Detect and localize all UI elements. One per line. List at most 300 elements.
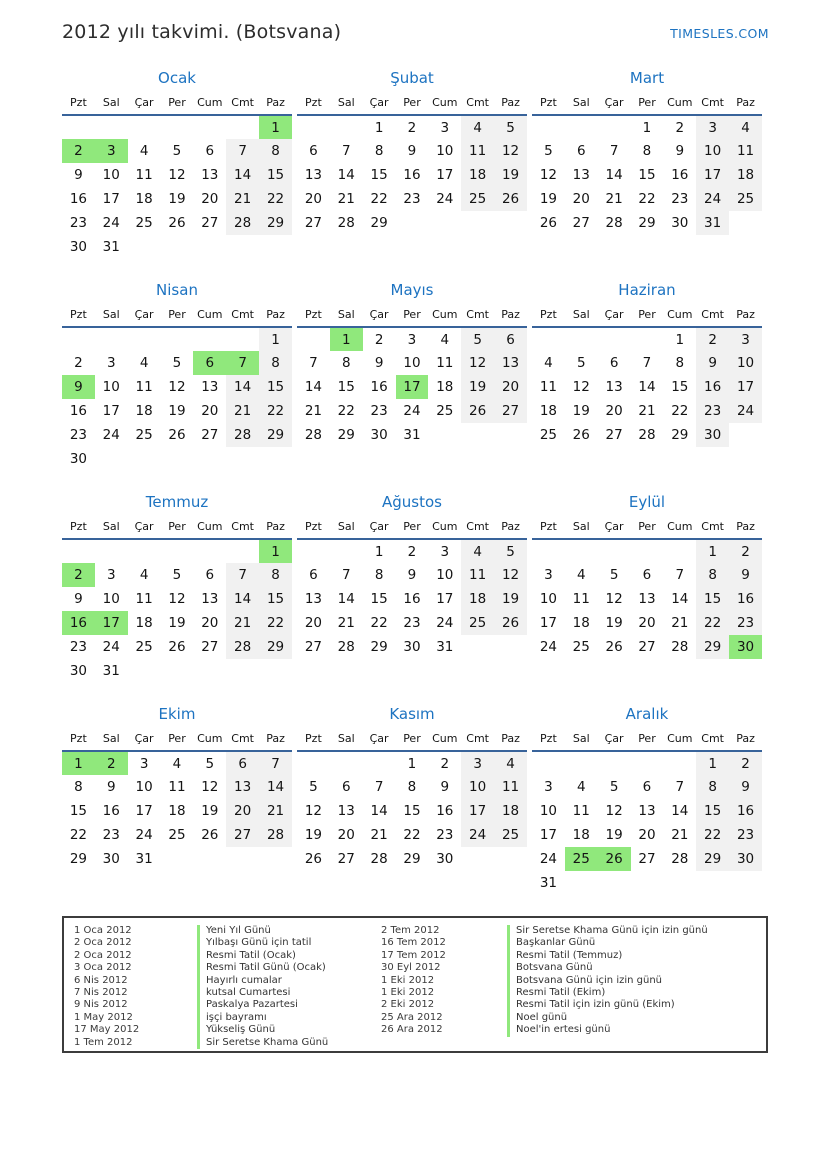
day-header: Çar [363,518,396,539]
day-cell: 27 [638,851,656,867]
empty-cell [532,751,565,775]
day-cell: 10 [436,567,454,583]
day-cell: 29 [370,639,388,655]
day-cell: 16 [403,167,421,183]
month-5 [297,281,527,473]
day-cell: 24 [102,427,120,443]
empty-cell [598,115,631,139]
day-cell: 22 [69,827,88,843]
day-cell: 29 [696,847,729,871]
day-cell: 18 [135,615,153,631]
day-cell: 2 [440,755,450,772]
day-cell: 10 [102,379,120,395]
day-cell: 17 [102,191,120,207]
legend-holiday-label: kutsal Cumartesi [197,987,381,999]
day-cell: 13 [605,379,623,395]
day-cell: 8 [675,355,685,371]
day-cell: 5 [172,567,182,583]
month-title: Aralık [625,705,669,723]
day-cell: 29 [337,427,355,443]
empty-cell [565,115,598,139]
day-cell: 14 [259,775,292,799]
day-cell: 9 [729,775,762,799]
day-header: Paz [494,518,527,539]
day-cell: 1 [642,119,652,136]
day-cell: 15 [370,591,388,607]
legend-date: 17 Tem 2012 [381,949,446,961]
day-cell: 18 [539,403,558,419]
day-cell: 14 [304,379,323,395]
day-header: Pzt [532,518,565,539]
day-cell: 16 [403,591,421,607]
day-cell: 3 [729,327,762,351]
day-cell: 24 [539,639,558,655]
day-header: Pzt [62,306,95,327]
legend-date: 1 May 2012 [74,1011,133,1023]
day-header: Pzt [62,730,95,751]
empty-cell [95,447,128,471]
day-cell: 11 [461,563,494,587]
day-cell: 23 [69,639,88,655]
legend-holiday-label: Resmi Tatil (Temmuz) [507,950,708,962]
empty-cell [631,539,664,563]
day-cell: 4 [139,567,149,583]
month-6 [532,281,762,473]
day-cell: 2 [62,563,95,587]
day-cell: 31 [436,639,454,655]
empty-cell [729,423,762,447]
day-cell: 22 [671,403,689,419]
day-cell: 26 [539,215,558,231]
day-cell: 14 [226,163,259,187]
empty-cell [226,847,259,871]
day-cell: 7 [675,779,685,795]
day-cell: 21 [638,403,656,419]
day-header: Pzt [532,306,565,327]
day-cell: 26 [168,427,186,443]
day-cell: 3 [95,139,128,163]
day-cell: 23 [370,403,388,419]
day-cell: 12 [539,167,558,183]
month-2 [297,69,527,261]
day-header: Cmt [696,518,729,539]
day-header: Per [631,730,664,751]
day-cell: 21 [259,799,292,823]
empty-cell [297,327,330,351]
day-cell: 24 [436,615,454,631]
day-cell: 17 [696,163,729,187]
page-header [0,0,827,43]
day-cell: 21 [671,615,689,631]
day-cell: 5 [494,115,527,139]
day-cell: 16 [436,803,454,819]
day-cell: 13 [304,591,323,607]
day-cell: 8 [341,355,351,371]
day-header: Per [396,730,429,751]
day-cell: 23 [671,191,689,207]
day-cell: 19 [539,191,558,207]
day-cell: 8 [642,143,652,159]
day-cell: 13 [572,167,590,183]
day-cell: 23 [69,427,88,443]
day-cell: 24 [403,403,421,419]
day-cell: 19 [494,587,527,611]
day-cell: 13 [201,591,219,607]
day-cell: 19 [168,403,186,419]
empty-cell [62,115,95,139]
legend-column-2 [381,925,708,1045]
day-cell: 12 [572,379,590,395]
day-cell: 5 [609,779,619,795]
day-cell: 30 [370,427,388,443]
month-8 [297,493,527,685]
empty-cell [226,659,259,683]
day-cell: 27 [304,639,323,655]
legend-holiday-label: Paskalya Pazartesi [197,999,381,1011]
empty-cell [259,847,292,871]
day-cell: 1 [374,543,384,560]
day-cell: 2 [74,355,83,371]
day-header: Paz [729,306,762,327]
day-header: Çar [128,730,161,751]
empty-cell [161,115,194,139]
day-cell: 24 [539,851,558,867]
day-cell: 18 [135,403,153,419]
day-cell: 20 [337,827,355,843]
day-cell: 15 [671,379,689,395]
day-header: Cum [193,518,226,539]
empty-cell [428,423,461,447]
day-cell: 19 [168,191,186,207]
empty-cell [128,235,161,259]
day-header: Sal [330,518,363,539]
day-cell: 29 [370,215,388,231]
day-cell: 22 [403,827,421,843]
empty-cell [631,871,664,895]
day-cell: 20 [304,191,323,207]
month-grid [297,94,527,235]
day-cell: 9 [407,143,417,159]
day-cell: 12 [494,139,527,163]
day-header: Pzt [297,518,330,539]
day-cell: 7 [341,143,351,159]
month-title: Ağustos [382,493,442,511]
day-cell: 15 [259,163,292,187]
day-header: Cum [428,306,461,327]
day-cell: 27 [304,215,323,231]
day-cell: 20 [201,191,219,207]
day-cell: 21 [337,615,355,631]
empty-cell [663,539,696,563]
empty-cell [128,539,161,563]
day-cell: 11 [572,803,590,819]
day-cell: 1 [696,751,729,775]
day-cell: 25 [135,427,153,443]
day-cell: 1 [259,539,292,563]
day-header: Per [396,94,429,115]
day-cell: 9 [440,779,450,795]
day-cell: 4 [576,567,586,583]
day-cell: 30 [671,215,689,231]
day-cell: 15 [337,379,355,395]
day-cell: 30 [69,239,88,255]
month-title: Kasım [389,705,435,723]
empty-cell [226,115,259,139]
day-cell: 28 [337,639,355,655]
day-cell: 13 [201,167,219,183]
day-cell: 3 [106,567,116,583]
day-cell: 6 [309,567,318,583]
day-cell: 7 [341,567,351,583]
day-cell: 4 [461,115,494,139]
empty-cell [128,115,161,139]
day-cell: 29 [671,427,689,443]
legend-holiday-label: Başkanlar Günü [507,937,708,949]
day-cell: 11 [494,775,527,799]
empty-cell [259,447,292,471]
day-cell: 26 [201,827,219,843]
legend-date: 2 Eki 2012 [381,999,435,1011]
day-cell: 26 [605,639,623,655]
day-cell: 20 [201,403,219,419]
year-calendar-grid [62,69,762,897]
day-cell: 26 [598,847,631,871]
day-cell: 15 [403,803,421,819]
day-cell: 9 [407,567,417,583]
day-cell: 18 [436,379,454,395]
legend-holiday-label: Resmi Tatil için izin günü (Ekim) [507,999,708,1011]
day-cell: 16 [696,375,729,399]
legend-holiday-label: Yeni Yıl Günü [197,925,381,937]
day-cell: 4 [139,143,149,159]
day-cell: 19 [201,803,219,819]
day-cell: 12 [201,779,219,795]
empty-cell [161,539,194,563]
day-cell: 28 [304,427,323,443]
day-header: Cum [193,306,226,327]
day-cell: 10 [539,591,558,607]
day-cell: 3 [440,119,450,136]
day-cell: 4 [139,355,149,371]
day-cell: 11 [135,379,153,395]
day-cell: 1 [259,115,292,139]
day-cell: 27 [337,851,355,867]
day-cell: 20 [605,403,623,419]
day-cell: 3 [407,331,417,348]
day-header: Paz [259,306,292,327]
empty-cell [363,751,396,775]
day-cell: 19 [168,615,186,631]
day-cell: 18 [168,803,186,819]
day-cell: 25 [461,611,494,635]
day-cell: 22 [638,191,656,207]
day-cell: 23 [69,215,88,231]
day-cell: 5 [494,539,527,563]
day-cell: 7 [226,139,259,163]
month-grid [532,94,762,235]
day-cell: 24 [729,399,762,423]
month-title: Temmuz [145,493,209,511]
empty-cell [461,635,494,659]
day-cell: 10 [539,803,558,819]
empty-cell [259,235,292,259]
empty-cell [396,211,429,235]
day-cell: 10 [102,591,120,607]
empty-cell [461,211,494,235]
day-cell: 15 [696,587,729,611]
day-cell: 21 [304,403,323,419]
day-cell: 8 [696,563,729,587]
day-cell: 27 [494,399,527,423]
day-cell: 12 [494,563,527,587]
day-cell: 4 [729,115,762,139]
day-header: Sal [95,94,128,115]
day-cell: 14 [671,803,689,819]
legend-date: 26 Ara 2012 [381,1024,443,1036]
empty-cell [193,235,226,259]
day-cell: 26 [304,851,323,867]
day-cell: 24 [102,639,120,655]
day-cell: 28 [370,851,388,867]
day-cell: 6 [205,143,215,159]
day-cell: 6 [642,567,652,583]
month-grid [297,730,527,871]
day-cell: 17 [102,403,120,419]
day-cell: 20 [201,615,219,631]
day-cell: 1 [675,331,685,348]
empty-cell [95,327,128,351]
legend-date: 1 Eki 2012 [381,986,435,998]
day-cell: 8 [696,775,729,799]
empty-cell [226,327,259,351]
day-cell: 6 [576,143,586,159]
day-header: Paz [259,94,292,115]
empty-cell [161,659,194,683]
day-cell: 22 [259,611,292,635]
empty-cell [62,327,95,351]
day-cell: 8 [259,563,292,587]
day-header: Cum [428,730,461,751]
day-cell: 16 [671,167,689,183]
day-header: Pzt [297,94,330,115]
day-cell: 12 [304,803,323,819]
legend-date: 2 Oca 2012 [74,949,132,961]
day-cell: 28 [605,215,623,231]
day-cell: 23 [729,823,762,847]
day-cell: 26 [168,215,186,231]
day-cell: 19 [304,827,323,843]
legend-holiday-label: Botsvana Günü [507,962,708,974]
legend-holiday-label: Hayırlı cumalar [197,975,381,987]
legend-date: 7 Nis 2012 [74,986,128,998]
day-header: Sal [330,306,363,327]
day-cell: 19 [605,827,623,843]
day-cell: 24 [135,827,153,843]
day-cell: 25 [729,187,762,211]
day-header: Çar [598,730,631,751]
empty-cell [598,539,631,563]
day-cell: 10 [135,779,153,795]
day-cell: 22 [696,611,729,635]
empty-cell [565,539,598,563]
day-cell: 3 [461,751,494,775]
day-cell: 31 [102,239,120,255]
day-cell: 27 [201,639,219,655]
day-cell: 25 [168,827,186,843]
day-header: Per [396,306,429,327]
day-cell: 8 [374,143,384,159]
day-cell: 25 [565,847,598,871]
day-cell: 13 [201,379,219,395]
day-cell: 20 [572,191,590,207]
day-cell: 16 [102,803,120,819]
day-cell: 18 [729,163,762,187]
day-cell: 2 [696,327,729,351]
month-4 [62,281,292,473]
day-header: Sal [565,518,598,539]
legend-date: 2 Oca 2012 [74,937,132,949]
empty-cell [598,751,631,775]
day-header: Paz [494,94,527,115]
day-cell: 13 [494,351,527,375]
day-cell: 23 [436,827,454,843]
month-grid [532,518,762,659]
day-header: Paz [729,94,762,115]
day-cell: 2 [407,543,417,560]
empty-cell [598,871,631,895]
empty-cell [663,871,696,895]
month-title: Ocak [158,69,196,87]
day-cell: 25 [135,639,153,655]
day-header: Paz [259,730,292,751]
legend-date: 9 Nis 2012 [74,999,128,1011]
day-cell: 30 [729,635,762,659]
day-cell: 2 [374,331,384,348]
empty-cell [494,847,527,871]
day-cell: 4 [544,355,553,371]
day-cell: 29 [638,215,656,231]
day-cell: 10 [696,139,729,163]
day-cell: 21 [671,827,689,843]
day-cell: 8 [407,779,417,795]
site-link[interactable]: TIMESLES.COM [670,26,769,41]
day-cell: 14 [337,167,355,183]
legend-date: 16 Tem 2012 [381,937,446,949]
day-cell: 7 [675,567,685,583]
empty-cell [193,447,226,471]
day-header: Cum [663,730,696,751]
day-cell: 28 [226,635,259,659]
day-cell: 17 [729,375,762,399]
day-cell: 3 [544,567,553,583]
day-cell: 1 [62,751,95,775]
day-cell: 1 [259,327,292,351]
day-cell: 6 [609,355,619,371]
day-cell: 20 [304,615,323,631]
empty-cell [532,115,565,139]
day-cell: 4 [440,331,450,348]
legend-holiday-label: Yılbaşı Günü için tatil [197,937,381,949]
day-cell: 29 [259,423,292,447]
day-cell: 4 [172,755,182,772]
legend-holiday-label: Yükseliş Günü [197,1024,381,1036]
day-cell: 15 [69,803,88,819]
day-cell: 13 [638,803,656,819]
day-header: Cmt [226,94,259,115]
day-cell: 28 [671,851,689,867]
day-cell: 11 [135,591,153,607]
day-header: Çar [363,730,396,751]
